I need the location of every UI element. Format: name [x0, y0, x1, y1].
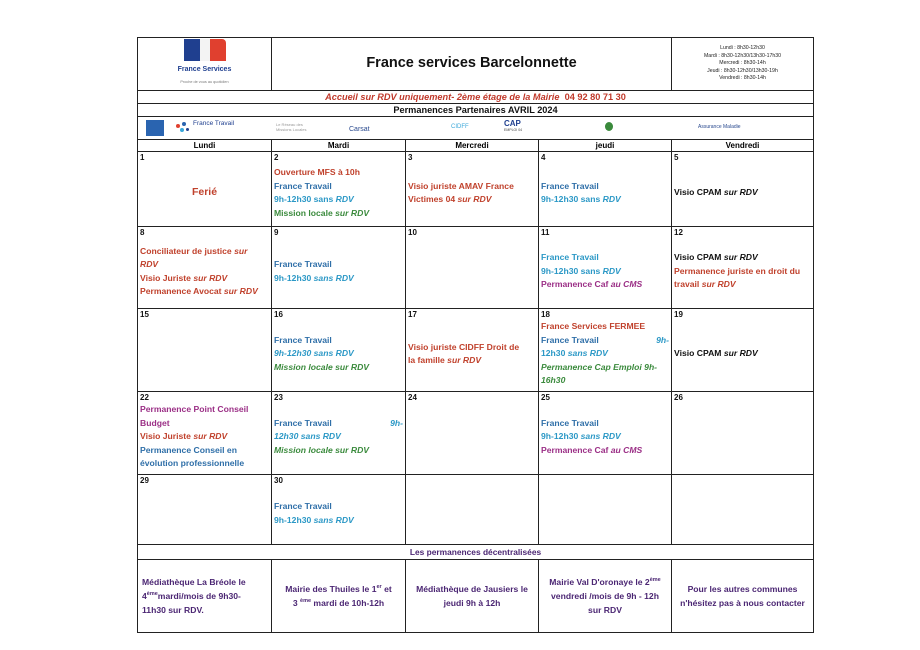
day-cell — [539, 392, 672, 475]
day-events — [274, 238, 403, 305]
day-number: 10 — [408, 228, 417, 237]
day-cell — [406, 392, 539, 475]
decentralisee-cell: Médiathèque de Jausiers le jeudi 9h à 12h — [406, 560, 539, 633]
day-events — [140, 163, 269, 223]
day-events — [541, 238, 669, 305]
event-line: 12h30 sans RDV — [274, 431, 341, 442]
day-number — [674, 476, 811, 486]
day-number: 16 — [274, 310, 283, 319]
day-number: 30 — [274, 476, 283, 485]
event-line: Visio CPAM sur RDV — [674, 252, 758, 263]
day-cell — [272, 152, 406, 227]
hours-mardi: Mardi : 8h30-12h30/13h30-17h30 — [703, 52, 781, 59]
hours-vendredi: Vendredi : 8h30-14h — [719, 75, 766, 82]
day-number: 19 — [674, 310, 683, 319]
day-header-vendredi: Vendredi — [672, 140, 814, 152]
event-line: 9h-12h30 sans RDV — [274, 272, 354, 283]
day-events — [541, 403, 669, 471]
day-cell — [138, 227, 272, 309]
event-line: Visio Juriste sur RDV — [140, 272, 228, 283]
day-cell — [539, 227, 672, 309]
day-header-jeudi: jeudi — [539, 140, 672, 152]
week-row — [138, 392, 814, 475]
event-line: France Services FERMEE — [541, 321, 646, 331]
event-line: évolution professionnelle — [140, 458, 245, 468]
hours-mercredi: Mercredi : 8h30-14h — [719, 60, 766, 67]
day-number: 9 — [274, 228, 279, 237]
week-row — [138, 309, 814, 392]
accueil-notice — [138, 91, 814, 104]
event-line: France Travail — [541, 180, 599, 191]
event-line: France Travail 9h- — [274, 417, 403, 428]
day-events — [408, 163, 536, 223]
day-events — [274, 403, 403, 471]
logo-tagline: Proche de vous au quotidien — [180, 80, 229, 84]
event-line: France Travail — [541, 417, 599, 428]
day-number: 2 — [274, 153, 279, 162]
event-line: Visio CPAM sur RDV — [674, 187, 758, 198]
day-number: 11 — [541, 228, 550, 237]
day-events — [140, 403, 269, 471]
day-events — [140, 486, 269, 541]
day-cell — [272, 392, 406, 475]
event-line: Visio Juriste sur RDV — [140, 431, 228, 441]
decentralisees-row — [138, 560, 814, 633]
event-line: France Travail 9h- — [541, 334, 669, 345]
day-cell — [138, 475, 272, 545]
calendar-weeks — [138, 152, 814, 545]
day-cell — [272, 309, 406, 392]
day-events — [274, 320, 403, 388]
event-line: Mission locale sur RDV — [274, 444, 370, 455]
day-cell — [272, 475, 406, 545]
event-line: Permanence Cap Emploi 9h- — [541, 361, 658, 372]
day-events — [674, 486, 811, 541]
day-cell — [138, 392, 272, 475]
opening-hours — [672, 38, 814, 91]
event-line: 9h-12h30 sans RDV — [274, 514, 354, 525]
caf-logo-icon — [146, 120, 164, 136]
page-title: France services Barcelonnette — [272, 38, 672, 91]
event-line: France Travail — [541, 252, 599, 263]
accueil-text: Accueil sur RDV uniquement- 2ème étage de la Mairie — [325, 92, 560, 102]
event-line: travail sur RDV — [674, 279, 736, 290]
day-number: 18 — [541, 310, 550, 319]
day-cell — [539, 309, 672, 392]
partner-logos-row — [138, 117, 814, 140]
day-number: 22 — [140, 393, 149, 402]
calendar-table — [137, 37, 814, 633]
assurance-maladie-logo: Assurance Maladie — [698, 124, 741, 130]
decentralisee-cell: Mairie des Thuiles le 1er et 3 $^{ème}$ mardi de 10h-12h — [272, 560, 406, 633]
event-line: 9h-12h30 sans RDV — [541, 194, 621, 204]
hours-jeudi: Jeudi : 8h30-12h30/13h30-19h — [707, 67, 778, 74]
event-line: Visio CPAM sur RDV — [674, 348, 758, 359]
event-line: Conciliateur de justice sur — [140, 245, 248, 256]
logo-name: France Services — [177, 65, 232, 73]
week-row — [138, 152, 814, 227]
event-line: Mission locale sur RDV — [274, 361, 370, 372]
decentralisees-title: Les permanences décentralisées — [138, 545, 814, 560]
day-cell — [539, 475, 672, 545]
event-line: Permanence Caf au CMS — [541, 444, 643, 455]
event-line: Permanence Conseil en — [140, 444, 237, 455]
day-events — [541, 320, 669, 388]
day-cell — [672, 392, 814, 475]
day-events — [140, 320, 269, 388]
event-line: 9h-12h30 sans RDV — [541, 265, 621, 276]
day-cell — [672, 152, 814, 227]
day-cell — [406, 152, 539, 227]
day-header-mercredi: Mercredi — [406, 140, 539, 152]
event-line: Budget — [140, 417, 170, 428]
cidff-logo: CIDFF — [451, 124, 469, 130]
day-number: 26 — [674, 393, 683, 402]
day-events — [674, 238, 811, 305]
day-events — [274, 163, 403, 223]
day-cell — [539, 152, 672, 227]
day-events — [408, 403, 536, 471]
day-events — [408, 486, 536, 541]
event-line: 12h30 sans RDV — [541, 348, 608, 358]
event-line: Permanence Point Conseil — [140, 404, 249, 414]
event-line: 9h-12h30 sans RDV — [274, 194, 354, 204]
day-events — [674, 320, 811, 388]
day-events — [408, 320, 536, 388]
event-line: France Travail — [274, 501, 332, 511]
event-line: Ferié — [191, 186, 218, 199]
decentralisee-cell: Médiathèque La Bréole le 4èmemardi/mois de 9h30- 11h30 sur RDV. — [138, 560, 272, 633]
day-cell — [138, 309, 272, 392]
france-services-logo — [138, 38, 272, 91]
permanences-title: Permanences Partenaires AVRIL 2024 — [138, 104, 814, 117]
event-line: Permanence Caf au CMS — [541, 279, 643, 290]
day-number: 5 — [674, 153, 679, 162]
phone-number: 04 92 80 71 30 — [564, 92, 626, 102]
cap-emploi-logo: CAP EMPLOI 04 — [504, 119, 523, 132]
day-number: 15 — [140, 310, 149, 319]
day-number: 4 — [541, 153, 546, 162]
day-cell — [406, 475, 539, 545]
decentralisee-cell: Mairie Val D'oronaye le 2ème vendredi /mois de 9h - 12h sur RDV — [539, 560, 672, 633]
event-line: Mission locale sur RDV — [274, 207, 370, 218]
event-line: Permanence juriste en droit du — [674, 265, 801, 276]
day-cell — [138, 152, 272, 227]
event-line: France Travail — [274, 259, 332, 269]
event-line: Victimes 04 sur RDV — [408, 194, 492, 204]
event-line: France Travail — [274, 334, 332, 345]
day-events — [541, 486, 669, 541]
day-cell — [672, 475, 814, 545]
day-number: 8 — [140, 228, 145, 237]
day-cell — [672, 227, 814, 309]
week-row — [138, 475, 814, 545]
day-events — [274, 486, 403, 541]
day-number: 25 — [541, 393, 550, 402]
france-travail-logo-icon — [176, 122, 190, 134]
event-line: 16h30 — [541, 375, 566, 385]
week-row — [138, 227, 814, 309]
event-line: 9h-12h30 sans RDV — [274, 348, 354, 359]
day-header-mardi: Mardi — [272, 140, 406, 152]
carsat-logo: Carsat — [349, 126, 370, 133]
missions-locales-logo: Le Réseau des Missions Locales — [276, 122, 307, 132]
marianne-logo-icon — [184, 39, 226, 61]
event-line: 9h-12h30 sans RDV — [541, 431, 621, 442]
event-line: Visio juriste CIDFF Droit de — [408, 341, 520, 352]
day-number — [541, 476, 669, 486]
event-line: Permanence Avocat sur RDV — [140, 286, 258, 296]
day-events — [408, 238, 536, 305]
day-number — [408, 476, 536, 486]
day-cell — [672, 309, 814, 392]
day-number: 17 — [408, 310, 417, 319]
day-events — [541, 163, 669, 223]
day-number: 29 — [140, 476, 149, 485]
day-cell — [272, 227, 406, 309]
event-line: RDV — [140, 259, 159, 269]
day-number: 23 — [274, 393, 283, 402]
day-number: 12 — [674, 228, 683, 237]
schedule-sheet — [137, 37, 813, 633]
day-events — [140, 238, 269, 305]
decentralisee-cell: Pour les autres communes n'hésitez pas à nous contacter — [672, 560, 814, 633]
msa-logo-icon — [605, 122, 613, 131]
day-cell — [406, 309, 539, 392]
event-line: France Travail — [274, 180, 332, 191]
event-line: la famille sur RDV — [408, 355, 482, 365]
day-number: 24 — [408, 393, 417, 402]
event-line: Ouverture MFS à 10h — [274, 167, 360, 177]
hours-lundi: Lundi : 8h30-12h30 — [720, 45, 765, 52]
france-travail-logo-text: France Travail — [193, 120, 235, 127]
day-events — [674, 163, 811, 223]
day-header-row — [138, 140, 814, 152]
event-line: Visio juriste AMAV France — [408, 180, 514, 191]
day-header-lundi: Lundi — [138, 140, 272, 152]
day-number: 1 — [140, 153, 145, 162]
day-events — [674, 403, 811, 471]
day-cell — [406, 227, 539, 309]
day-number: 3 — [408, 153, 413, 162]
